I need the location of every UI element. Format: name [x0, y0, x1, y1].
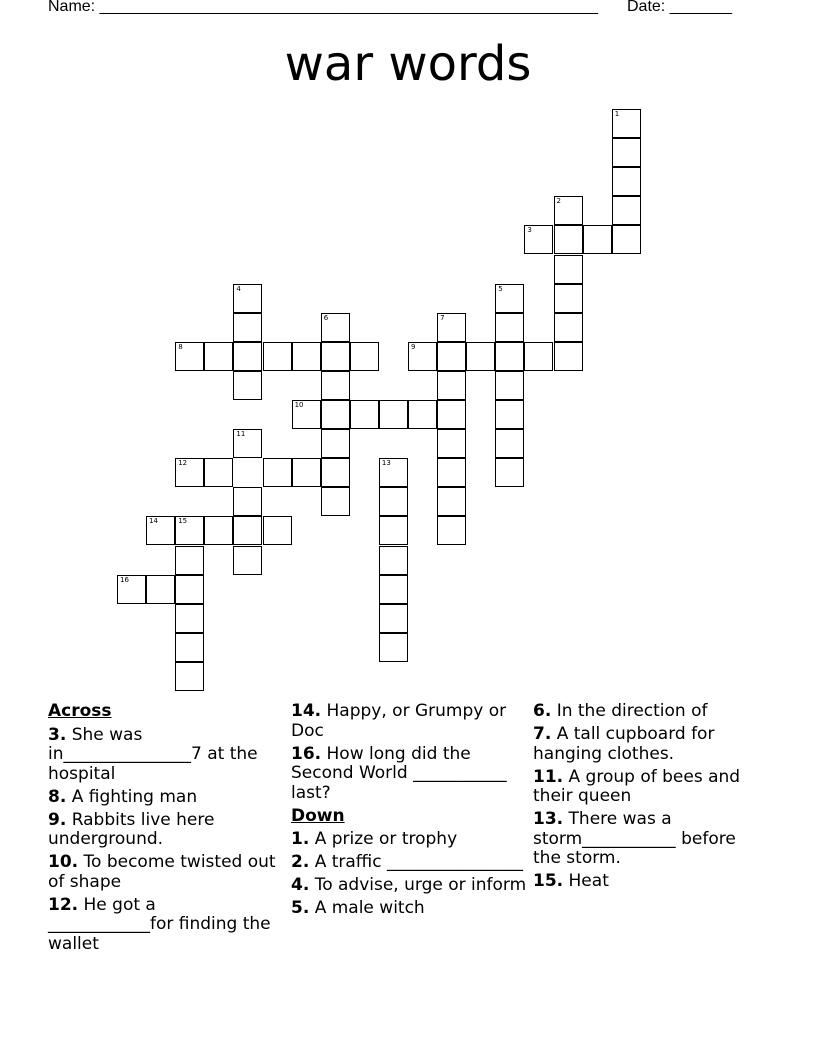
clue-item	[48, 726, 284, 785]
grid-cell	[524, 342, 553, 371]
clue-number-label: 5.	[291, 898, 310, 918]
grid-cell	[379, 546, 408, 575]
grid-cell	[263, 516, 292, 545]
clue-text: How long did the Second World ___________ last?	[291, 743, 507, 803]
clue-text: To become twisted out of shape	[48, 852, 276, 892]
grid-cell	[204, 342, 233, 371]
grid-cell	[321, 313, 350, 342]
grid-cell	[175, 458, 204, 487]
clue-number-label: 16.	[291, 743, 322, 764]
grid-cell	[321, 429, 350, 458]
grid-cell	[554, 225, 583, 254]
grid-cell	[612, 167, 641, 196]
clue-item	[291, 745, 527, 804]
grid-cell	[175, 604, 204, 633]
clue-number-label: 2.	[291, 852, 310, 872]
clue-number-label: 9.	[48, 809, 67, 830]
grid-cell	[175, 546, 204, 575]
clue-text: In the direction of	[551, 701, 708, 721]
clue-text: Happy, or Grumpy or Doc	[291, 701, 507, 741]
grid-cell	[175, 575, 204, 604]
grid-cell	[495, 400, 524, 429]
clue-number-label: 10.	[48, 852, 79, 872]
clue-number-label: 1.	[291, 829, 310, 849]
grid-cell	[204, 458, 233, 487]
grid-cell	[379, 575, 408, 604]
grid-cell	[437, 342, 466, 371]
grid-cell	[175, 633, 204, 662]
clue-item	[291, 853, 527, 873]
grid-cell	[321, 458, 350, 487]
clue-number-label: 4.	[291, 875, 310, 895]
clue-number: 4	[236, 284, 241, 293]
clue-item	[533, 725, 769, 764]
clue-text: A male witch	[309, 898, 425, 918]
grid-cell	[292, 342, 321, 371]
clue-number: 15	[178, 517, 188, 526]
grid-cell	[146, 516, 175, 545]
grid-cell	[379, 400, 408, 429]
clues-column-2	[291, 702, 527, 922]
date-line: Date: _______	[627, 0, 732, 15]
clue-text: She was in_______________7 at the hospital	[48, 724, 258, 784]
clue-item	[48, 896, 284, 955]
clues-column-3	[533, 702, 769, 895]
grid-cell	[495, 313, 524, 342]
grid-cell	[321, 400, 350, 429]
clue-item	[533, 872, 769, 892]
section-heading: Down	[291, 805, 345, 826]
clue-number-label: 3.	[48, 724, 67, 745]
name-line: Name: ________________________________________________________	[48, 0, 598, 15]
clue-item	[291, 830, 527, 850]
clue-number: 16	[120, 575, 129, 584]
grid-cell	[495, 371, 524, 400]
grid-cell	[408, 400, 437, 429]
grid-cell	[437, 516, 466, 545]
grid-cell	[263, 342, 292, 371]
grid-cell	[554, 255, 583, 284]
grid-cell	[379, 458, 408, 487]
clue-item	[48, 853, 284, 892]
grid-cell	[321, 487, 350, 516]
grid-cell	[495, 342, 524, 371]
grid-cell	[233, 371, 262, 400]
clue-number-label: 7.	[533, 724, 552, 744]
grid-cell	[321, 371, 350, 400]
grid-cell	[612, 196, 641, 225]
clue-text: A fighting man	[66, 786, 198, 807]
clue-number-label: 13.	[533, 809, 564, 829]
clue-text: He got a ____________for finding the wallet	[48, 894, 271, 954]
clue-number: 9	[411, 342, 416, 351]
clue-number-label: 15.	[533, 871, 564, 891]
clue-item	[533, 768, 769, 807]
grid-cell	[495, 284, 524, 313]
clue-number-label: 8.	[48, 786, 67, 807]
clue-text: To advise, urge or inform	[309, 875, 527, 895]
grid-cell	[117, 575, 146, 604]
clue-number-label: 6.	[533, 701, 552, 721]
grid-cell	[437, 400, 466, 429]
clue-item	[533, 810, 769, 869]
grid-cell	[554, 342, 583, 371]
clue-number: 12	[178, 459, 188, 468]
clue-number-label: 14.	[291, 701, 322, 721]
grid-cell	[233, 342, 262, 371]
grid-cell	[175, 662, 204, 691]
clue-number: 13	[381, 459, 391, 468]
clue-item	[48, 788, 284, 808]
clue-item	[291, 876, 527, 896]
clue-text: Rabbits live here underground.	[48, 809, 215, 849]
grid-cell	[495, 429, 524, 458]
clue-text: There was a storm___________ before the storm.	[533, 809, 736, 868]
grid-cell	[263, 458, 292, 487]
clue-text: A traffic ________________	[309, 852, 523, 872]
section-heading: Across	[48, 701, 112, 721]
grid-cell	[612, 225, 641, 254]
clue-number-label: 11.	[533, 766, 564, 787]
grid-cell	[583, 225, 612, 254]
clue-number: 14	[149, 517, 159, 526]
grid-cell	[233, 516, 262, 545]
grid-cell	[408, 342, 437, 371]
grid-cell	[175, 516, 204, 545]
clue-item	[291, 899, 527, 919]
grid-cell	[175, 342, 204, 371]
clue-item	[533, 702, 769, 722]
clue-number: 2	[556, 197, 561, 206]
clue-number: 7	[440, 313, 445, 322]
grid-cell	[233, 487, 262, 516]
clue-text: A prize or trophy	[309, 829, 458, 849]
grid-cell	[146, 575, 175, 604]
clue-number: 1	[614, 110, 620, 118]
clue-text: A group of bees and their queen	[533, 766, 741, 806]
grid-cell	[437, 487, 466, 516]
grid-cell	[554, 196, 583, 225]
grid-cell	[292, 458, 321, 487]
grid-cell	[292, 400, 321, 429]
clue-item	[48, 811, 284, 850]
grid-cell	[524, 225, 553, 254]
grid-cell	[612, 109, 641, 138]
clue-number: 11	[236, 430, 246, 439]
clue-number: 6	[323, 313, 329, 322]
grid-cell	[437, 429, 466, 458]
grid-cell	[612, 138, 641, 167]
grid-cell	[233, 313, 262, 342]
grid-cell	[350, 400, 379, 429]
grid-cell	[321, 342, 350, 371]
grid-cell	[379, 487, 408, 516]
clue-text: Heat	[563, 871, 609, 891]
grid-cell	[350, 342, 379, 371]
clue-text: A tall cupboard for hanging clothes.	[533, 724, 715, 764]
grid-cell	[233, 546, 262, 575]
grid-cell	[233, 429, 262, 458]
grid-cell	[233, 284, 262, 313]
clue-number: 5	[498, 284, 503, 293]
clue-number: 3	[527, 226, 532, 235]
clue-item	[291, 702, 527, 741]
grid-cell	[379, 633, 408, 662]
puzzle-title: war words	[284, 36, 532, 92]
clue-number: 10	[294, 401, 304, 409]
grid-cell	[437, 371, 466, 400]
grid-cell	[495, 458, 524, 487]
grid-cell	[554, 284, 583, 313]
grid-cell	[437, 458, 466, 487]
grid-cell	[204, 516, 233, 545]
clue-number: 8	[178, 342, 183, 351]
clues-column-1	[48, 702, 284, 958]
grid-cell	[379, 604, 408, 633]
grid-cell	[466, 342, 495, 371]
grid-cell	[379, 516, 408, 545]
clue-number-label: 12.	[48, 894, 79, 915]
grid-cell	[554, 313, 583, 342]
grid-cell	[437, 313, 466, 342]
